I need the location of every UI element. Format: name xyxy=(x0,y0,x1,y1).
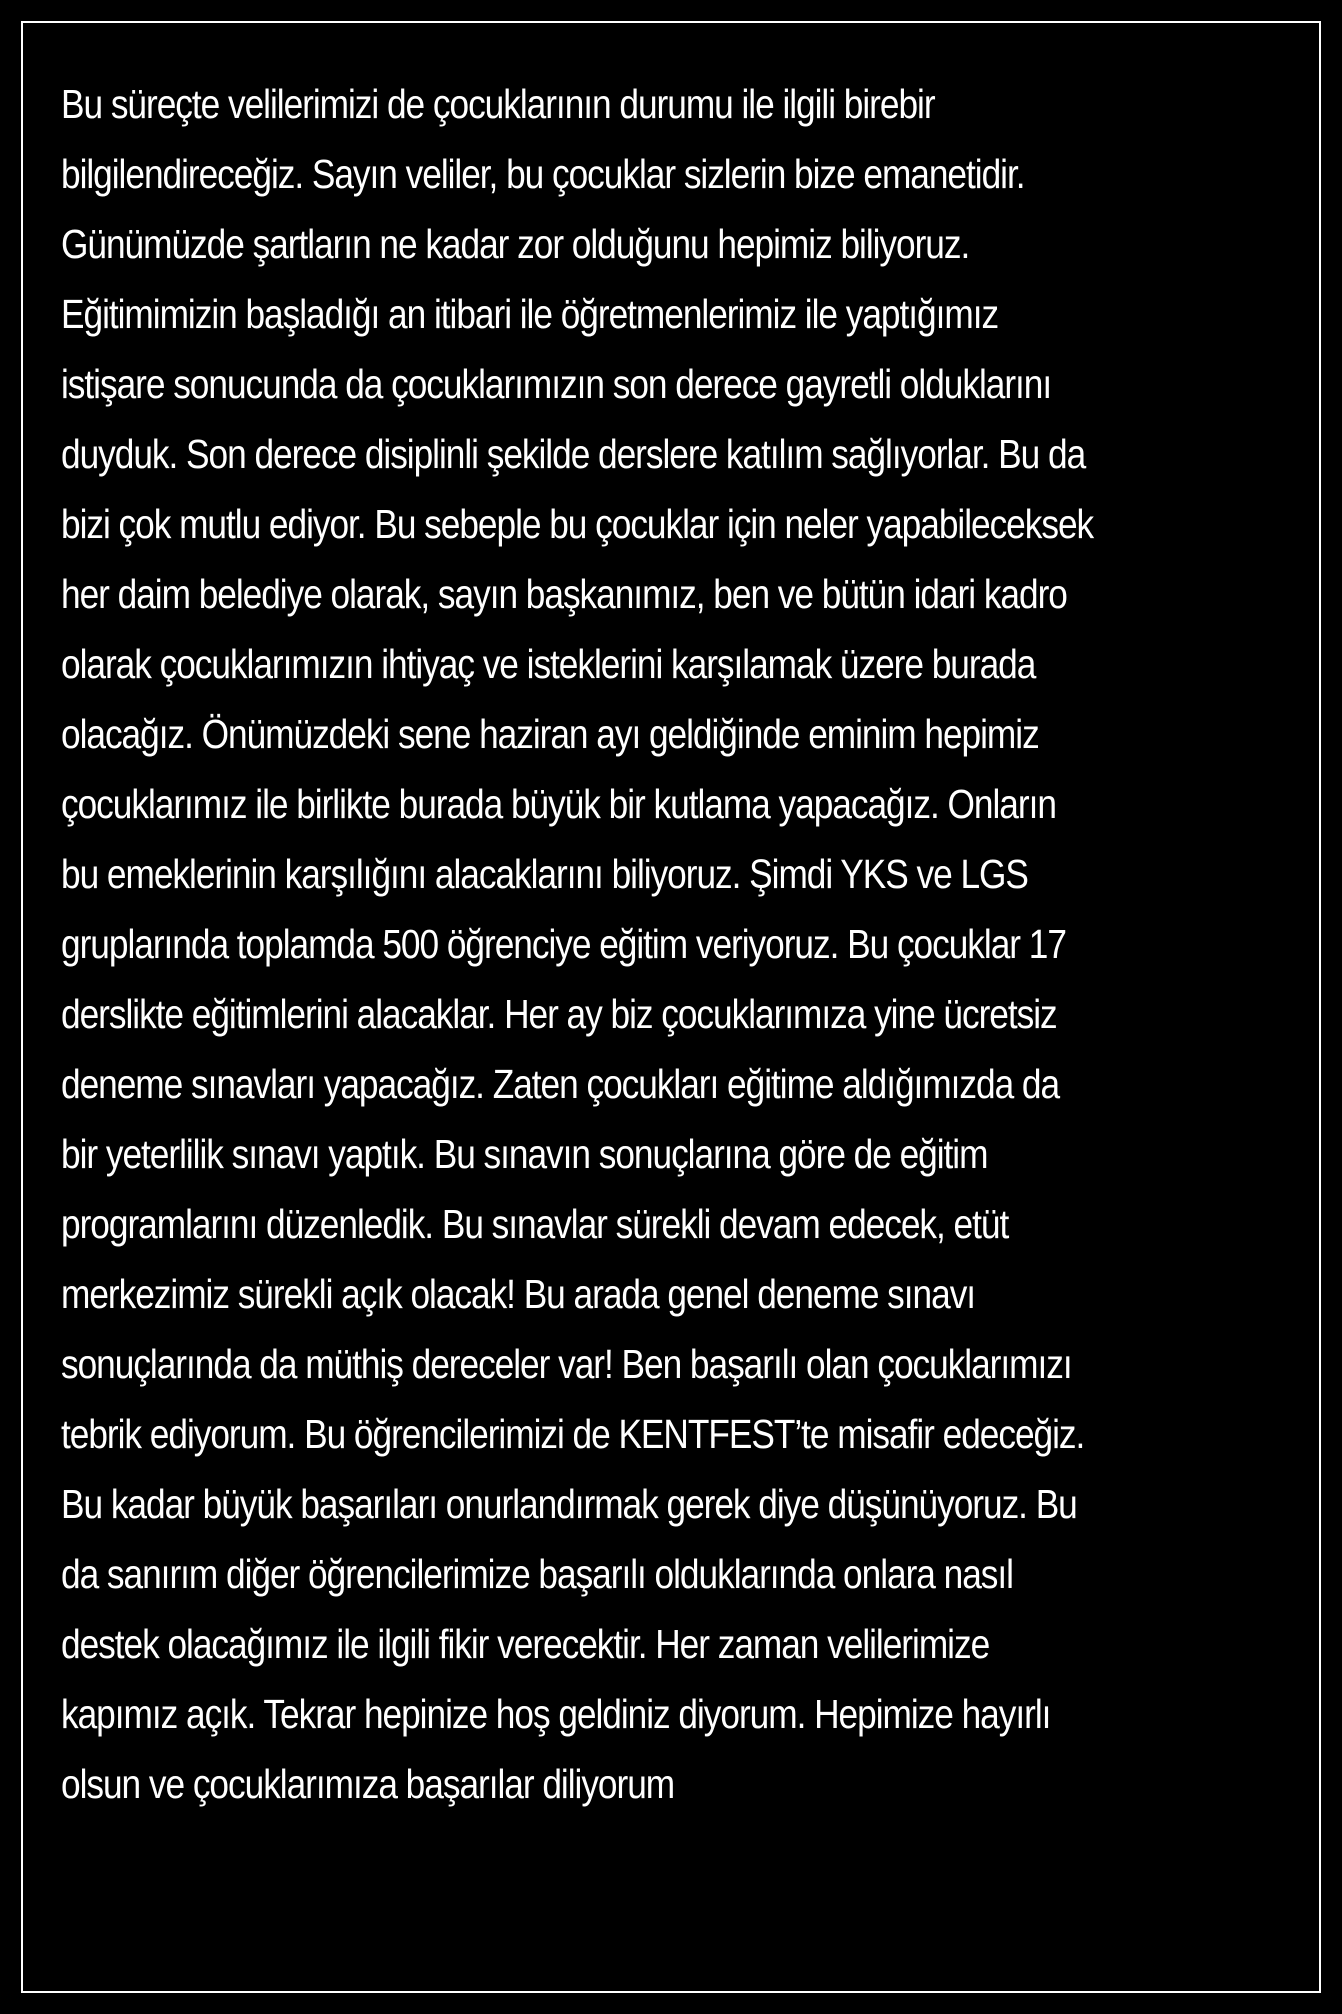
paragraph-line: gruplarında toplamda 500 öğrenciye eğitim veriyoruz. Bu çocuklar 17 xyxy=(61,921,1066,967)
paragraph-line: Bu kadar büyük başarıları onurlandırmak gerek diye düşünüyoruz. Bu xyxy=(61,1481,1077,1527)
paragraph-line: Eğitimimizin başladığı an itibari ile öğretmenlerimiz ile yaptığımız xyxy=(61,291,999,337)
paragraph-line: olsun ve çocuklarımıza başarılar diliyorum xyxy=(61,1761,675,1807)
paragraph-line: Günümüzde şartların ne kadar zor olduğunu hepimiz biliyoruz. xyxy=(61,221,970,267)
paragraph-line: sonuçlarında da müthiş dereceler var! Ben başarılı olan çocuklarımızı xyxy=(61,1341,1072,1387)
paragraph-line: çocuklarımız ile birlikte burada büyük bir kutlama yapacağız. Onların xyxy=(61,781,1056,827)
paragraph-line: bu emeklerinin karşılığını alacaklarını biliyoruz. Şimdi YKS ve LGS xyxy=(61,851,1028,897)
paragraph-line: olacağız. Önümüzdeki sene haziran ayı geldiğinde eminim hepimiz xyxy=(61,711,1039,757)
paragraph-line: bizi çok mutlu ediyor. Bu sebeple bu çocuklar için neler yapabileceksek xyxy=(61,501,1094,547)
paragraph-line: olarak çocuklarımızın ihtiyaç ve isteklerini karşılamak üzere burada xyxy=(61,641,1036,687)
paragraph-line: duyduk. Son derece disiplinli şekilde derslere katılım sağlıyorlar. Bu da xyxy=(61,431,1086,477)
paragraph-line: programlarını düzenledik. Bu sınavlar sürekli devam edecek, etüt xyxy=(61,1201,1009,1247)
paragraph-line: Bu süreçte velilerimizi de çocuklarının durumu ile ilgili birebir xyxy=(61,81,935,127)
paragraph-line: bir yeterlilik sınavı yaptık. Bu sınavın sonuçlarına göre de eğitim xyxy=(61,1131,988,1177)
body-paragraph xyxy=(61,69,1291,1819)
paragraph-line: istişare sonucunda da çocuklarımızın son derece gayretli olduklarını xyxy=(61,361,1052,407)
paragraph-line: her daim belediye olarak, sayın başkanımız, ben ve bütün idari kadro xyxy=(61,571,1067,617)
paragraph-line: merkezimiz sürekli açık olacak! Bu arada genel deneme sınavı xyxy=(61,1271,976,1317)
paragraph-line: derslikte eğitimlerini alacaklar. Her ay biz çocuklarımıza yine ücretsiz xyxy=(61,991,1057,1037)
paragraph-line: destek olacağımız ile ilgili fikir verecektir. Her zaman velilerimize xyxy=(61,1621,990,1667)
paragraph-line: da sanırım diğer öğrencilerimize başarılı olduklarında onlara nasıl xyxy=(61,1551,1013,1597)
paragraph-line: deneme sınavları yapacağız. Zaten çocukları eğitime aldığımızda da xyxy=(61,1061,1060,1107)
paragraph-line: kapımız açık. Tekrar hepinize hoş geldiniz diyorum. Hepimize hayırlı xyxy=(61,1691,1051,1737)
paragraph-line: tebrik ediyorum. Bu öğrencilerimizi de KENTFEST’te misafir edeceğiz. xyxy=(61,1411,1085,1457)
paragraph-line: bilgilendireceğiz. Sayın veliler, bu çocuklar sizlerin bize emanetidir. xyxy=(61,151,1025,197)
